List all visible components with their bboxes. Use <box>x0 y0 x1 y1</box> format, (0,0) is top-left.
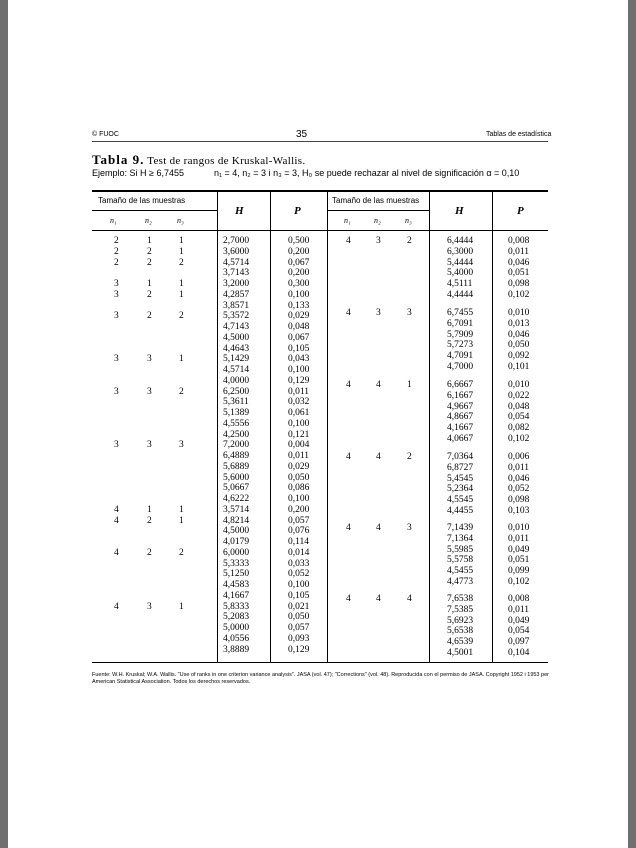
right-p-value: 0,103 <box>508 505 530 516</box>
left-h-value: 4,5000 <box>223 526 250 537</box>
right-p-value: 0,101 <box>508 361 530 372</box>
right-h-value: 4,0667 <box>447 433 474 444</box>
right-p-value: 0,013 <box>508 318 530 329</box>
header-P-right: P <box>517 205 524 217</box>
right-p-value: 0,098 <box>508 495 530 505</box>
right-p-value: 0,049 <box>508 544 530 555</box>
example-condition: n₁ = 4, n₂ = 3 i n₃ = 3, H₀ se puede rechazar al nivel de significación α = 0,10 <box>214 168 520 178</box>
header-mid-rule-left <box>92 210 217 211</box>
left-p-value: 0,050 <box>288 612 310 623</box>
left-p-value: 0,105 <box>288 343 310 354</box>
right-h-value: 4,1667 <box>447 423 474 433</box>
column-divider <box>429 192 430 662</box>
right-p-value: 0,011 <box>508 533 530 544</box>
right-p-value: 0,054 <box>508 626 530 637</box>
left-h-value: 5,6000 <box>223 472 250 483</box>
left-p-value: 0,093 <box>288 633 310 644</box>
left-n3-value: 2 <box>179 257 184 268</box>
right-h-value: 4,5001 <box>447 647 474 658</box>
left-p-value: 0,121 <box>288 429 310 440</box>
left-h-value: 3,7143 <box>223 268 250 279</box>
right-p-value: 0,010 <box>508 380 530 390</box>
right-h-value: 4,8667 <box>447 412 474 423</box>
left-n2-value: 1 <box>147 279 152 289</box>
left-p-value: 0,029 <box>288 461 310 472</box>
left-p-value: 0,200 <box>288 268 310 279</box>
left-p-value: 0,033 <box>288 558 310 569</box>
left-p-value: 0,300 <box>288 279 310 289</box>
right-p-value: 0,010 <box>508 523 530 533</box>
right-n1-value: 4 <box>346 594 351 604</box>
right-n3-value: 3 <box>407 523 412 533</box>
left-n2-value: 2 <box>147 257 152 268</box>
right-p-value: 0,102 <box>508 576 530 587</box>
table-top-rule <box>92 190 548 192</box>
right-h-value: 6,7455 <box>447 308 474 318</box>
left-n3-value: 1 <box>179 601 184 612</box>
source-note: Fuente: W.H. Kruskal; W.A. Wallis. "Use of ranks in one criterion variance analysis". JASA (vol. 47); "Corrections" (vol. 48). Reproducida con el permiso de JASA. Copyright 1952 i 1953 per American Statistical Association. Todos los derechos reservados. <box>92 672 549 685</box>
left-p-value: 0,011 <box>288 451 310 461</box>
right-h-value: 7,1439 <box>447 523 474 533</box>
header-publisher: © FUOC <box>92 131 119 138</box>
right-h-value: 5,5985 <box>447 544 474 555</box>
right-h-value: 6,4444 <box>447 236 474 246</box>
left-h-value: 5,3611 <box>223 397 249 408</box>
left-p-value: 0,200 <box>288 504 310 515</box>
left-h-value: 5,1389 <box>223 408 250 418</box>
right-p-value: 0,008 <box>508 594 530 604</box>
right-n1-value: 4 <box>346 523 351 533</box>
right-n1-value: 4 <box>346 452 351 462</box>
right-h-value: 6,7091 <box>447 318 474 329</box>
right-h-value: 5,2364 <box>447 484 474 495</box>
right-n3-value: 2 <box>407 452 412 462</box>
right-p-value: 0,051 <box>508 268 530 279</box>
header-sample-sizes-left: Tamaño de las muestras <box>98 196 186 205</box>
left-n1-value: 3 <box>114 440 119 451</box>
header-mid-rule-right <box>327 210 429 211</box>
right-h-value: 5,4000 <box>447 268 474 279</box>
left-n2-value: 2 <box>147 547 152 558</box>
left-h-value: 2,7000 <box>223 236 250 246</box>
left-h-value: 7,2000 <box>223 440 250 451</box>
left-h-value: 5,3333 <box>223 558 250 569</box>
left-h-value: 4,8214 <box>223 515 250 526</box>
left-n3-value: 2 <box>179 311 184 322</box>
right-p-value: 0,046 <box>508 257 530 268</box>
left-n1-value: 3 <box>114 354 119 365</box>
left-h-value: 4,5556 <box>223 418 250 429</box>
left-n2-value: 3 <box>147 386 152 397</box>
column-divider <box>270 192 271 662</box>
kruskal-wallis-table <box>92 190 548 664</box>
right-h-value: 4,5545 <box>447 495 474 505</box>
left-h-value: 4,0556 <box>223 633 250 644</box>
left-n1-value: 4 <box>114 515 119 526</box>
right-h-value: 6,6667 <box>447 380 474 390</box>
right-h-value: 7,0364 <box>447 452 474 462</box>
left-p-value: 0,100 <box>288 418 310 429</box>
right-p-value: 0,097 <box>508 637 530 647</box>
left-p-value: 0,061 <box>288 408 310 418</box>
left-h-value: 4,0000 <box>223 375 250 386</box>
left-n3-value: 1 <box>179 354 184 365</box>
right-p-value: 0,050 <box>508 340 530 351</box>
right-h-value: 4,4455 <box>447 505 474 516</box>
right-h-value: 7,1364 <box>447 533 474 544</box>
left-n2-value: 2 <box>147 246 152 257</box>
right-p-value: 0,049 <box>508 615 530 626</box>
left-h-value: 4,4643 <box>223 343 250 354</box>
right-n2-value: 4 <box>376 380 381 390</box>
right-h-value: 6,3000 <box>447 246 474 257</box>
column-divider <box>492 192 493 662</box>
left-n2-value: 2 <box>147 515 152 526</box>
left-p-value: 0,100 <box>288 580 310 590</box>
right-p-value: 0,022 <box>508 390 530 401</box>
right-h-value: 6,1667 <box>447 390 474 401</box>
header-H-left: H <box>235 205 244 217</box>
right-p-value: 0,104 <box>508 647 530 658</box>
right-h-value: 5,5758 <box>447 555 474 566</box>
left-h-value: 4,7143 <box>223 322 250 332</box>
left-p-value: 0,043 <box>288 354 310 365</box>
left-n1-value: 4 <box>114 601 119 612</box>
example-prefix: Ejemplo: Si H ≥ 6,7455 <box>92 168 184 178</box>
left-n2-value: 1 <box>147 504 152 515</box>
right-h-value: 7,5385 <box>447 604 474 615</box>
left-p-value: 0,057 <box>288 623 310 633</box>
right-p-value: 0,046 <box>508 329 530 340</box>
right-n2-value: 3 <box>376 308 381 318</box>
right-h-value: 4,6539 <box>447 637 474 647</box>
left-n1-value: 4 <box>114 504 119 515</box>
right-h-value: 6,8727 <box>447 462 474 473</box>
right-n2-value: 4 <box>376 523 381 533</box>
right-p-value: 0,011 <box>508 604 530 615</box>
right-p-value: 0,051 <box>508 555 530 566</box>
left-p-value: 0,067 <box>288 257 310 268</box>
header-divider <box>92 141 548 142</box>
header-bottom-rule <box>92 230 548 231</box>
left-h-value: 4,1667 <box>223 590 250 601</box>
left-n1-value: 3 <box>114 386 119 397</box>
right-n3-value: 3 <box>407 308 412 318</box>
right-h-value: 5,4444 <box>447 257 474 268</box>
right-n1-value: 4 <box>346 308 351 318</box>
document-page <box>8 0 628 848</box>
right-n1-value: 4 <box>346 380 351 390</box>
right-n2-value: 4 <box>376 452 381 462</box>
left-h-value: 3,5714 <box>223 504 250 515</box>
left-p-value: 0,500 <box>288 236 310 246</box>
right-p-value: 0,006 <box>508 452 530 462</box>
right-p-value: 0,054 <box>508 412 530 423</box>
example-line <box>92 168 520 178</box>
left-h-value: 3,8571 <box>223 300 250 311</box>
left-p-value: 0,133 <box>288 300 310 311</box>
table-title-label: Tabla 9. <box>92 152 145 167</box>
right-p-value: 0,098 <box>508 279 530 289</box>
left-h-value: 5,1429 <box>223 354 250 365</box>
right-n1-value: 4 <box>346 236 351 246</box>
left-h-value: 4,0179 <box>223 537 250 547</box>
left-p-value: 0,014 <box>288 547 310 558</box>
right-h-value: 4,4444 <box>447 289 474 300</box>
right-n3-value: 1 <box>407 380 412 390</box>
left-n2-value: 3 <box>147 354 152 365</box>
left-n1-value: 3 <box>114 279 119 289</box>
right-p-value: 0,011 <box>508 246 530 257</box>
left-h-value: 4,5714 <box>223 365 250 375</box>
header-section-title: Tablas de estadística <box>486 131 552 138</box>
left-h-value: 4,5000 <box>223 332 250 343</box>
left-h-value: 5,2083 <box>223 612 250 623</box>
left-n1-value: 3 <box>114 289 119 300</box>
left-n2-value: 2 <box>147 289 152 300</box>
left-p-value: 0,114 <box>288 537 310 547</box>
left-p-value: 0,050 <box>288 472 310 483</box>
left-h-value: 4,2500 <box>223 429 250 440</box>
left-h-value: 4,5714 <box>223 257 250 268</box>
right-p-value: 0,052 <box>508 484 530 495</box>
table-bottom-rule <box>92 662 548 663</box>
right-h-value: 5,6538 <box>447 626 474 637</box>
left-n1-value: 4 <box>114 547 119 558</box>
left-h-value: 5,0667 <box>223 483 250 494</box>
left-h-value: 6,4889 <box>223 451 250 461</box>
right-p-value: 0,011 <box>508 462 530 473</box>
left-n1-value: 2 <box>114 246 119 257</box>
right-p-value: 0,082 <box>508 423 530 433</box>
header-sample-sizes-right: Tamaño de las muestras <box>332 196 420 205</box>
right-p-value: 0,008 <box>508 236 530 246</box>
left-n3-value: 1 <box>179 246 184 257</box>
right-h-value: 5,7273 <box>447 340 474 351</box>
left-p-value: 0,086 <box>288 483 310 494</box>
right-p-value: 0,102 <box>508 289 530 300</box>
right-h-value: 7,6538 <box>447 594 474 604</box>
table-title <box>92 152 305 168</box>
left-h-value: 4,4583 <box>223 580 250 590</box>
left-n3-value: 2 <box>179 386 184 397</box>
left-n3-value: 1 <box>179 289 184 300</box>
right-p-value: 0,092 <box>508 351 530 361</box>
right-n2-value: 4 <box>376 594 381 604</box>
page-number: 35 <box>296 129 308 140</box>
left-h-value: 6,0000 <box>223 547 250 558</box>
right-h-value: 4,7091 <box>447 351 474 361</box>
left-h-value: 4,6222 <box>223 494 250 504</box>
right-p-value: 0,010 <box>508 308 530 318</box>
left-n3-value: 2 <box>179 547 184 558</box>
left-h-value: 3,2000 <box>223 279 250 289</box>
left-n1-value: 3 <box>114 311 119 322</box>
right-h-value: 5,4545 <box>447 473 474 484</box>
left-h-value: 6,2500 <box>223 386 250 397</box>
left-n2-value: 2 <box>147 311 152 322</box>
left-n1-value: 2 <box>114 257 119 268</box>
table-title-text: Test de rangos de Kruskal-Wallis. <box>147 155 306 167</box>
left-p-value: 0,067 <box>288 332 310 343</box>
left-p-value: 0,048 <box>288 322 310 332</box>
left-n3-value: 1 <box>179 504 184 515</box>
left-h-value: 4,2857 <box>223 289 250 300</box>
left-h-value: 3,6000 <box>223 246 250 257</box>
left-p-value: 0,052 <box>288 569 310 580</box>
header-n3: n₃ <box>405 216 412 225</box>
left-p-value: 0,032 <box>288 397 310 408</box>
header-n3: n₃ <box>177 216 184 225</box>
right-h-value: 4,5111 <box>447 279 473 289</box>
header-n1: n₁ <box>110 216 117 225</box>
left-n2-value: 1 <box>147 236 152 246</box>
left-h-value: 5,1250 <box>223 569 250 580</box>
left-p-value: 0,011 <box>288 386 310 397</box>
right-p-value: 0,048 <box>508 401 530 412</box>
right-p-value: 0,099 <box>508 566 530 576</box>
header-P-left: P <box>294 205 301 217</box>
right-h-value: 4,4773 <box>447 576 474 587</box>
left-p-value: 0,129 <box>288 375 310 386</box>
left-p-value: 0,021 <box>288 601 310 612</box>
left-n1-value: 2 <box>114 236 119 246</box>
column-divider <box>327 192 328 662</box>
left-h-value: 5,3572 <box>223 311 250 322</box>
left-h-value: 3,8889 <box>223 644 250 655</box>
left-n3-value: 1 <box>179 515 184 526</box>
header-H-right: H <box>455 205 464 217</box>
header-n2: n₂ <box>374 216 381 225</box>
right-p-value: 0,102 <box>508 433 530 444</box>
left-p-value: 0,100 <box>288 494 310 504</box>
right-h-value: 5,6923 <box>447 615 474 626</box>
left-p-value: 0,105 <box>288 590 310 601</box>
left-n3-value: 1 <box>179 236 184 246</box>
header-n2: n₂ <box>145 216 152 225</box>
left-h-value: 5,0000 <box>223 623 250 633</box>
left-h-value: 5,8333 <box>223 601 250 612</box>
left-n3-value: 3 <box>179 440 184 451</box>
column-divider <box>217 192 218 662</box>
right-n3-value: 2 <box>407 236 412 246</box>
right-h-value: 5,7909 <box>447 329 474 340</box>
left-n3-value: 1 <box>179 279 184 289</box>
left-p-value: 0,029 <box>288 311 310 322</box>
right-h-value: 4,9667 <box>447 401 474 412</box>
left-n2-value: 3 <box>147 601 152 612</box>
left-n2-value: 3 <box>147 440 152 451</box>
left-h-value: 5,6889 <box>223 461 250 472</box>
left-p-value: 0,129 <box>288 644 310 655</box>
left-p-value: 0,100 <box>288 365 310 375</box>
left-p-value: 0,200 <box>288 246 310 257</box>
right-h-value: 4,5455 <box>447 566 474 576</box>
right-p-value: 0,046 <box>508 473 530 484</box>
right-n2-value: 3 <box>376 236 381 246</box>
left-p-value: 0,076 <box>288 526 310 537</box>
right-n3-value: 4 <box>407 594 412 604</box>
left-p-value: 0,100 <box>288 289 310 300</box>
left-p-value: 0,057 <box>288 515 310 526</box>
right-h-value: 4,7000 <box>447 361 474 372</box>
left-p-value: 0,004 <box>288 440 310 451</box>
header-n1: n₁ <box>344 216 351 225</box>
